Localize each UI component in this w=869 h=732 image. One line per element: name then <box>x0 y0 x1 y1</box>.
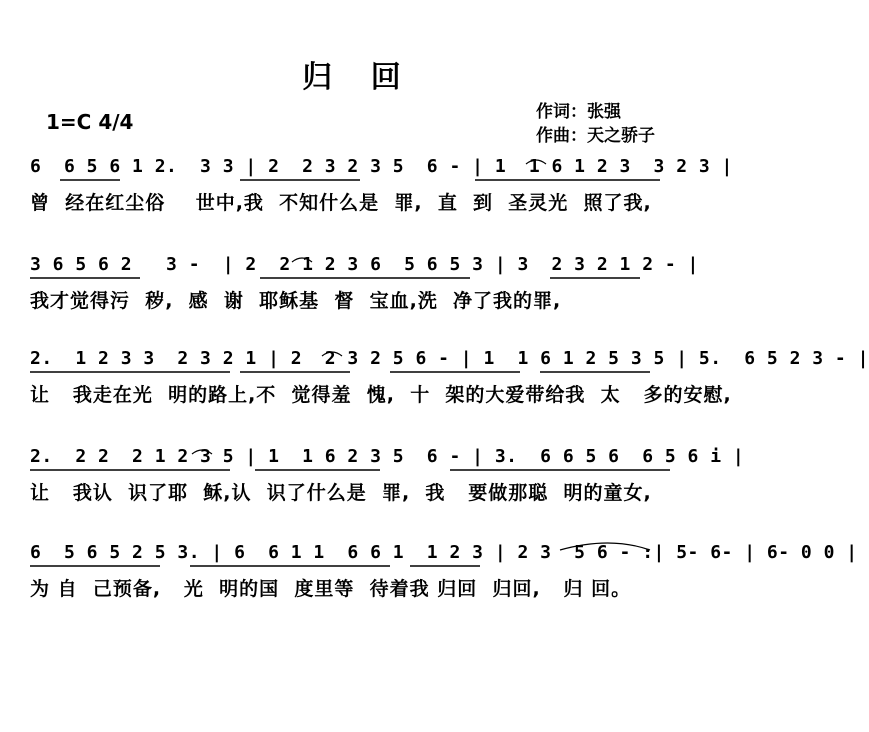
key-signature: 1=C 4/4 <box>46 110 134 134</box>
notes-line-2: 3 6 5 6 2 3 - | 2 2 1 2 3 6 5 6 5 3 | 3 2 3 2 1 2 - | <box>30 254 699 275</box>
lyrics-line-2: 我才觉得污 秽, 感 谢 耶稣基 督 宝血,洗 净了我的罪, <box>30 290 562 312</box>
notes-line-4: 2. 2 2 2 1 2 3 5 | 1 1 6 2 3 5 6 - | 3. 6 6 5 6 6 5 6 i | <box>30 446 745 467</box>
lyrics-line-5: 为 自 己预备, 光 明的国 度里等 待着我 归回 归回, 归 回。 <box>30 578 632 600</box>
credits <box>536 100 655 148</box>
lyricist-credit: 作词：张强 <box>536 102 621 122</box>
notes-line-5: 6 5 6 5 2 5 3. | 6 6 1 1 6 6 1 1 2 3 | 2 3 5 6 - :| 5- 6- | 6- 0 0 | <box>30 542 858 563</box>
lyrics-line-1: 曾 经在红尘俗 世中,我 不知什么是 罪, 直 到 圣灵光 照了我, <box>30 192 652 214</box>
notes-line-3: 2. 1 2 3 3 2 3 2 1 | 2 2 3 2 5 6 - | 1 1 6 1 2 5 3 5 | 5. 6 5 2 3 - | <box>30 348 869 369</box>
song-title: 归 回 <box>302 60 415 95</box>
notes-line-1: 6 6 5 6 1 2. 3 3 | 2 2 3 2 3 5 6 - | 1 1 6 1 2 3 3 2 3 | <box>30 156 733 177</box>
lyrics-line-4: 让 我认 识了耶 稣,认 识了什么是 罪, 我 要做那聪 明的童女, <box>30 482 652 504</box>
composer-credit: 作曲：天之骄子 <box>536 126 655 146</box>
lyrics-line-3: 让 我走在光 明的路上,不 觉得羞 愧, 十 架的大爱带给我 太 多的安慰, <box>30 384 732 406</box>
